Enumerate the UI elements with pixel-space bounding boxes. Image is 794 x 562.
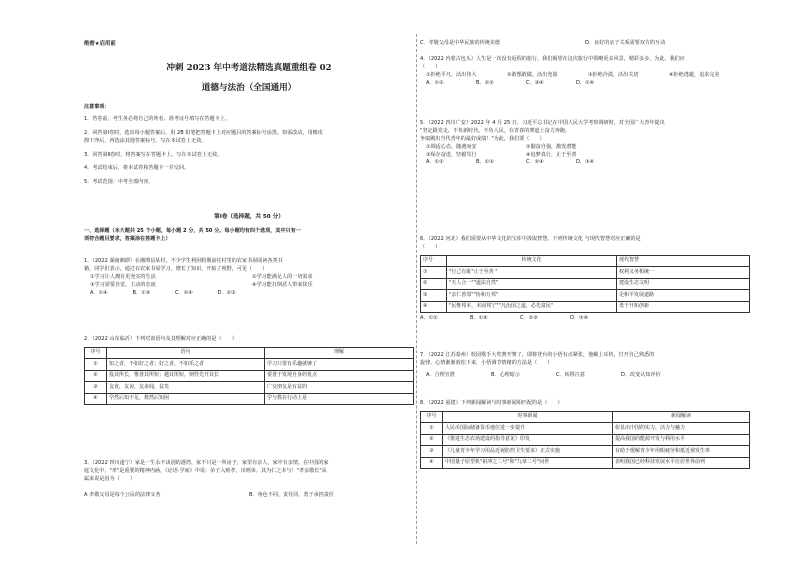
q1-statement: ④学习能打倒恶人带来快乐	[252, 281, 313, 288]
q7-stem-line: 7．（2022 江苏泰州）校园歌手大奖赛开赛了，即将登台的小悟有点紧张，他戴上耳机，打开自己熟悉的	[420, 352, 655, 358]
q1-option-c: C．②④	[175, 289, 193, 296]
q3-stem-line: 属来说是因为（ ）	[84, 475, 135, 482]
table-row	[85, 370, 414, 382]
table-cell: 提高我国的能源开发与利用水平	[613, 434, 750, 446]
table-cell: 学习只要有乐趣就够了	[265, 359, 414, 371]
notice-block	[84, 104, 414, 187]
q1-statement: ③学习需要自觉、主动的态度	[90, 281, 156, 288]
instruction-line: 一、选择题（本大题共 25 个小题，每小题 2 分，共 50 分。每小题均有四个选项，其中只有一	[84, 228, 301, 234]
q8-stem: 8．（2022 福建）下列新闻解读与时事新闻相匹配的是（ ）	[420, 400, 563, 406]
table-cell: ①	[421, 267, 447, 279]
table-header: 传统文化	[447, 255, 617, 267]
secret-label: 绝密★启用前	[84, 41, 116, 47]
q6-option-b: B．①④	[470, 315, 488, 322]
notice-item: 4．考试结束后，将本试卷和答题卡一并交回。	[84, 165, 190, 172]
q4-option-c: C．③④	[526, 79, 544, 86]
table-row	[421, 423, 750, 435]
table-row	[421, 278, 750, 290]
table-cell: 中国量子原型机"祖冲之二号"和"九章二号"问世	[443, 457, 613, 469]
q5-option-b: B．①③	[476, 159, 494, 166]
q7-option-d: D．改变认知评价	[621, 371, 661, 378]
q8-table	[420, 411, 750, 470]
table-header-row	[85, 347, 414, 359]
table-row	[421, 267, 750, 279]
table-cell: ②	[421, 434, 443, 446]
table-cell: 表明我国已经科技发展水平位居世界前列	[613, 457, 750, 469]
table-cell: 建设生态文明	[617, 278, 750, 290]
table-row	[421, 301, 750, 313]
q3-options	[84, 492, 414, 500]
exam-subtitle: 道德与法治（全国通用）	[201, 83, 297, 93]
table-cell: 友直，友谅，友多闻，益矣	[107, 382, 265, 394]
table-header: 语句	[107, 347, 265, 359]
table-header: 新闻解读	[613, 411, 750, 423]
section-title: 第Ⅰ卷（选择题，共 50 分）	[214, 214, 284, 220]
table-cell: ②	[421, 278, 447, 290]
question-7	[420, 352, 750, 380]
q3-option-c: C．孝敬父母是中华民族的传统美德	[420, 40, 500, 46]
notice-item: 3．回答第Ⅱ卷时，将答案写在答题卡上。写在本试卷上无效。	[84, 151, 223, 158]
table-header: 序号	[421, 255, 447, 267]
table-cell: 权利义务相统一	[617, 267, 750, 279]
question-3	[84, 460, 414, 500]
q4-statement: ④拒绝逃避，追求完美	[669, 71, 720, 78]
q6-stem-line: 6．（2022 河北）我们需要从中华文化的宝库中汲取智慧。下列传统文化 与现代智慧对应正确的是	[420, 236, 641, 242]
table-header: 现代智慧	[617, 255, 750, 267]
q5-statement-row	[420, 144, 626, 152]
q3-stem-line: 3．（2022 四川遂宁）家是一生永不诀别的港湾，家不只是一所房子，家里有亲人，家中有亲情。在中国的家	[84, 460, 329, 466]
question-2	[84, 336, 414, 405]
q3-options-continued	[420, 40, 750, 48]
table-cell: "行己有耻"止于至善 "	[447, 267, 617, 279]
table-cell: 知之者，不如好之者；好之者，不如乐之者	[107, 359, 265, 371]
table-row	[85, 393, 414, 405]
table-cell: 《儿童青少年学习用品近视防控卫生要求》正式实施	[443, 446, 613, 458]
q4-stem-line: （ ）	[420, 63, 441, 70]
table-cell: "天人合一""道法自然"	[447, 278, 617, 290]
table-cell: 勇于开拓创新	[617, 301, 750, 313]
q7-option-b: B．心理暗示	[491, 371, 520, 378]
table-row	[421, 446, 750, 458]
table-row	[85, 359, 414, 371]
q3-stem-line: 庭文化中，"孝"是重要的精神内涵，《论语·学而》中说：弟子入则孝，出则弟。其为仁之本与！"孝亲敬长"从	[84, 467, 327, 474]
q6-option-c: C．②③	[520, 315, 538, 322]
table-cell: 《推进生态农场建设的指导意见》印发	[443, 434, 613, 446]
table-cell: ③	[421, 290, 447, 302]
table-cell: 彰显出中国的实力、活力与魅力	[613, 423, 750, 435]
question-5	[420, 120, 750, 167]
table-cell: ③	[85, 382, 107, 394]
q5-statement: ①调适心态，随遇而安	[426, 143, 477, 150]
q6-option-a: A．①②	[420, 315, 438, 322]
table-cell: 学与教在行动上是	[265, 393, 414, 405]
q1-statement: ②学习能满足人的一切需求	[252, 273, 313, 280]
notice-item: 5．考试范围：中考全部内容。	[84, 179, 154, 186]
q1-option-d: D．②③	[217, 289, 236, 296]
q5-stem-line: 争取跑出当代青年的最好成绩！"为此，我们要（ ）	[420, 135, 545, 142]
q1-option-b: B．①③	[132, 289, 151, 296]
table-row	[421, 290, 750, 302]
table-cell: ④	[421, 301, 447, 313]
instruction-line: 项符合题目要求，答案涂在答题卡上）	[84, 235, 171, 242]
q1-statement: ①学习让人拥有更充实的生活	[90, 273, 156, 280]
q2-stem: 2．（2022 山东临沂）下列对谚语句及其理解对应正确的是（ ）	[84, 336, 237, 342]
q4-statement: ①拒绝平凡，活出伟大	[426, 71, 477, 78]
table-cell: "民惟邦本，本固邦宁""凡治国之道，必先富民"	[447, 301, 617, 313]
table-cell: 广交朋友是有益的	[265, 382, 414, 394]
q4-statement: ②敢想敢做，活出充盈	[507, 71, 558, 78]
q4-option-d: D．①④	[576, 79, 595, 86]
q1-statement-row	[84, 282, 414, 290]
q4-statements	[420, 72, 750, 80]
q4-options	[420, 80, 626, 88]
q2-table	[84, 347, 414, 406]
q6-option-d: D．③④	[570, 315, 589, 322]
q5-statement-row	[420, 152, 626, 160]
table-cell: 有助于缓解青少年用眼疲劳和抵近视发生率	[613, 446, 750, 458]
right-column	[420, 0, 750, 562]
q5-statement: ④追梦真行，止于至善	[526, 151, 577, 158]
q5-statement: ③保存奋进，坚毅笃行	[426, 151, 477, 158]
table-cell: ③	[421, 446, 443, 458]
q5-stem-line: "坚定跟党走、不负新时代、不负人民，在青春的赛道上奋力奔跑，	[420, 127, 571, 134]
exam-title: 冲刺 2023 年中考道法精选真题重组卷 02	[166, 63, 332, 73]
section-instructions	[84, 228, 414, 244]
table-cell: 人民币国际储备货币地位进一步提升	[443, 423, 613, 435]
question-8	[420, 400, 750, 469]
notice-heading: 注意事项：	[84, 104, 110, 110]
q4-option-a: A．①②	[426, 79, 444, 86]
q7-stem-line: 旋律，心情渐渐放松下来，小悟调节情绪的方法是（ ）	[420, 359, 553, 366]
q3-option-b: B．角色不同，责任同，勇于承担责任	[249, 491, 334, 498]
table-header-row	[421, 411, 750, 423]
q6-table	[420, 255, 750, 314]
table-row	[421, 457, 750, 469]
q6-stem-line: （ ）	[420, 243, 441, 250]
question-4	[420, 56, 750, 88]
table-row	[421, 434, 750, 446]
q1-stem-line: 1．（2022 湖南湘潭）在湘潭县某村，不少学生利用假期前往村里的农家书屋阅读各类书	[84, 258, 283, 264]
notice-item: 擦干净后，再选涂其他答案标号。写在本试卷上无效。	[84, 137, 207, 144]
table-header: 序号	[421, 411, 443, 423]
q7-option-c: C．转移注意	[556, 371, 586, 378]
q5-option-c: C．②④	[526, 159, 544, 166]
question-1	[84, 258, 414, 297]
q5-option-a: A．①②	[426, 159, 444, 166]
table-cell: ①	[421, 423, 443, 435]
q5-statement: ②勤奋自强，激发潜能	[526, 143, 577, 150]
table-cell: 要善于发现自身的优点	[265, 370, 414, 382]
q1-options	[84, 290, 260, 298]
table-cell: ④	[421, 457, 443, 469]
table-row	[85, 382, 414, 394]
q4-stem-line: 4．（2022 内蒙古包头）人生是一次没有返程的旅行，我们渴望在这次旅行中领略更多风景，精彩多多，为此，我们应	[420, 56, 685, 62]
q7-option-a: A．合理宣泄	[426, 371, 455, 378]
column-divider	[416, 34, 417, 544]
q3-option-d: D．良好的亲子关系需要双方的互动	[585, 40, 666, 46]
table-cell: ①	[85, 359, 107, 371]
q1-statement-row	[84, 274, 414, 282]
table-header: 理解	[265, 347, 414, 359]
table-cell: "亲仁善邻""协和万邦"	[447, 290, 617, 302]
q4-option-b: B．②③	[476, 79, 494, 86]
table-header: 时事新闻	[443, 411, 613, 423]
table-header-row	[421, 255, 750, 267]
table-header: 序号	[85, 347, 107, 359]
left-column	[84, 0, 414, 562]
q3-option-a: A 孝敬父母是每个公民的法律义务	[84, 491, 161, 498]
q5-stem-line: 5．（2022 四川广安）2022 年 4 月 25 日，习近平总书记在中国人民大学考察调研时，对全国广大青年提出	[420, 120, 665, 126]
question-6	[420, 236, 750, 323]
notice-item: 2．回答第Ⅰ卷时，选出每小题答案后，用 2B 铅笔把答题卡上对应题目的答案标号涂黑。如需改动，用橡皮	[84, 129, 323, 136]
q5-option-d: D．③④	[576, 159, 595, 166]
notice-item: 1．答卷前，考生务必将自己的姓名、准考证号填写在答题卡上。	[84, 115, 230, 122]
q1-option-a: A．①④	[90, 289, 108, 296]
table-cell: 走和平发展道路	[617, 290, 750, 302]
q4-statement: ③拒绝冷漠，活出关切	[588, 71, 639, 78]
table-cell: 投其所长，惟善其所短；越其所短，则性先开其长	[107, 370, 265, 382]
table-cell: ④	[85, 393, 107, 405]
table-cell: 学然后知不足，教然后知困	[107, 393, 265, 405]
q7-options	[420, 372, 686, 380]
q6-options	[420, 315, 620, 323]
q1-stem-line: 籍，同学们表示，通过在农家书屋学习，增长了知识，开拓了视野，可见（ ）	[84, 265, 268, 272]
table-cell: ②	[85, 370, 107, 382]
q5-options	[420, 159, 626, 167]
